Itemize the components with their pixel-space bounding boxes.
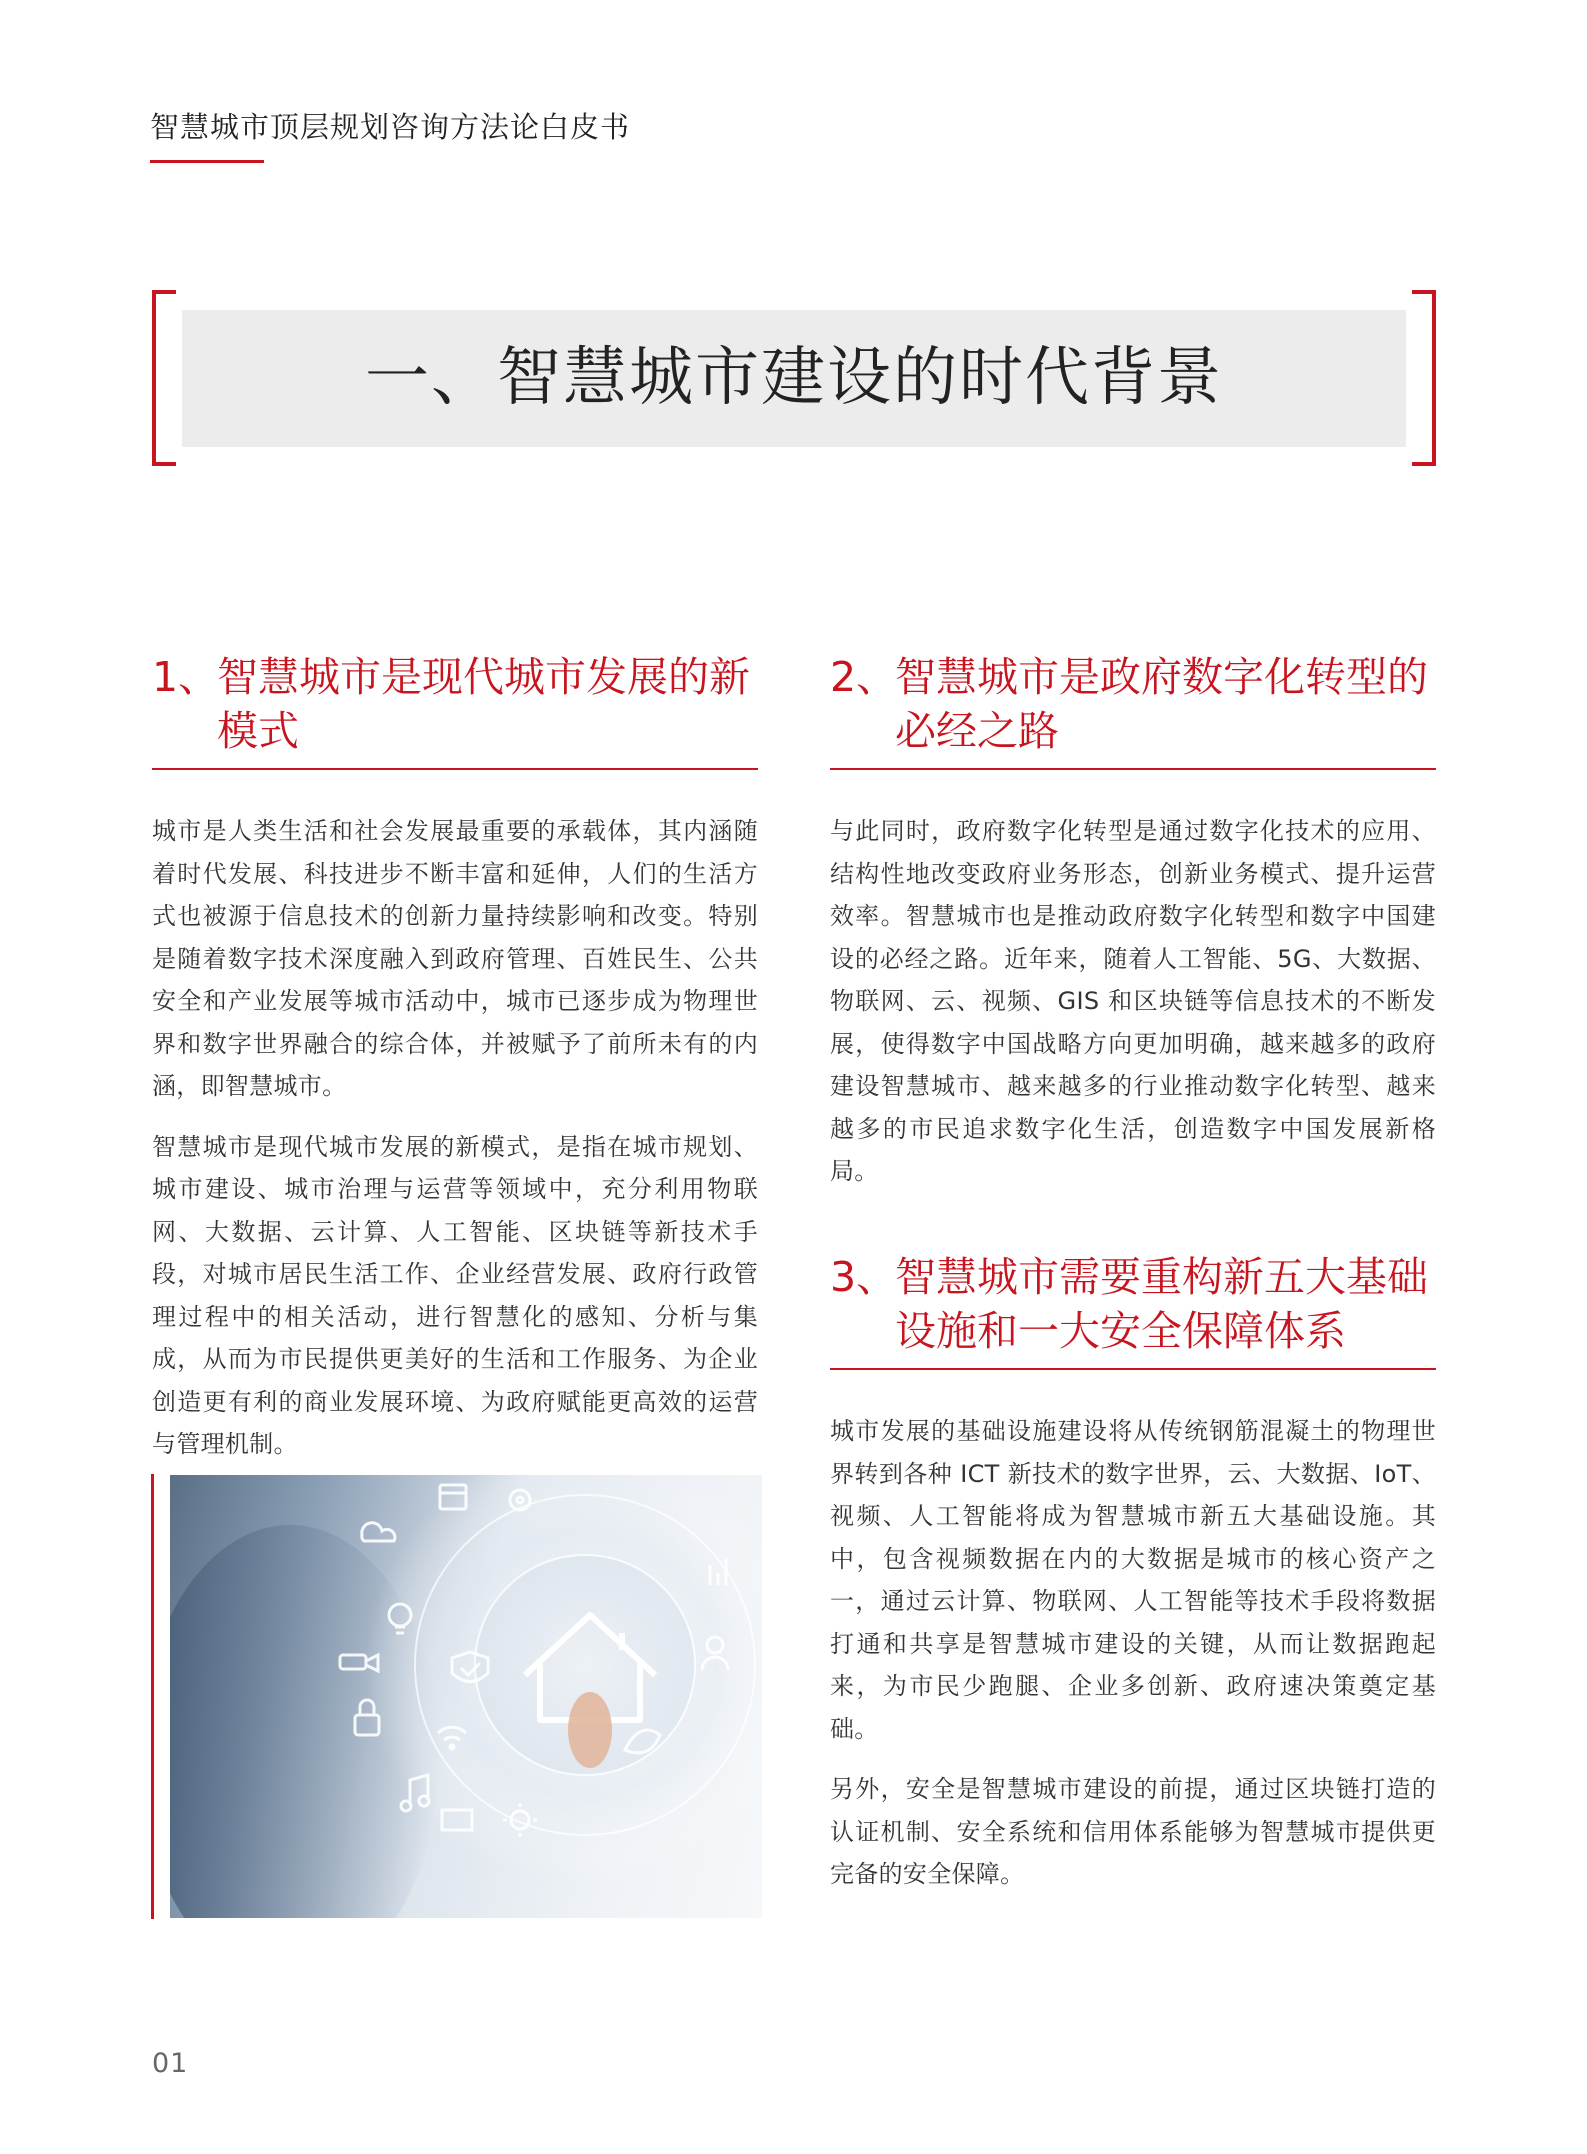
section-3-heading-text: 智慧城市需要重构新五大基础设施和一大安全保障体系 (895, 1253, 1428, 1355)
section-1-heading (152, 650, 758, 758)
cloud-icon (362, 1523, 395, 1541)
section-3-heading (830, 1250, 1436, 1358)
smart-city-image (170, 1475, 762, 1918)
section-2-heading (830, 650, 1436, 758)
page-number: 01 (152, 2048, 189, 2079)
left-bracket (152, 290, 176, 466)
image-accent-bar (151, 1474, 154, 1919)
section-2-heading-text: 智慧城市是政府数字化转型的必经之路 (895, 653, 1428, 755)
section-1-number: 1、 (152, 653, 220, 701)
section-3-rule (830, 1368, 1436, 1370)
section-3-number: 3、 (830, 1253, 898, 1301)
section-2-paragraph-1: 与此同时，政府数字化转型是通过数字化技术的应用、结构性地改变政府业务形态，创新业务模式、提升运营效率。智慧城市也是推动政府数字化转型和数字中国建设的必经之路。近年来，随着人工智能、5G、大数据、物联网、云、视频、GIS 和区块链等信息技术的不断发展，使得数字中国战略方向更加明确，越来越多的政府建设智慧城市、越来越多的行业推动数字化转型、越来越多的市民追求数字化生活，创造数字中国发展新格局。 (830, 817, 1436, 1185)
section-2-number: 2、 (830, 653, 898, 701)
section-1-rule (152, 768, 758, 770)
document-title: 智慧城市顶层规划咨询方法论白皮书 (150, 110, 631, 144)
chapter-title: 一、智慧城市建设的时代背景 (365, 341, 1223, 415)
pointing-finger (568, 1692, 612, 1768)
section-1-paragraph-1: 城市是人类生活和社会发展最重要的承载体，其内涵随着时代发展、科技进步不断丰富和延伸，人们的生活方式也被源于信息技术的创新力量持续影响和改变。特别是随着数字技术深度融入到政府管理、百姓民生、公共安全和产业发展等城市活动中，城市已逐步成为物理世界和数字世界融合的综合体，并被赋予了前所未有的内涵，即智慧城市。 (152, 817, 758, 1100)
section-2-rule (830, 768, 1436, 770)
right-bracket (1412, 290, 1436, 466)
section-1-paragraph-2: 智慧城市是现代城市发展的新模式，是指在城市规划、城市建设、城市治理与运营等领域中，充分利用物联网、大数据、云计算、人工智能、区块链等新技术手段，对城市居民生活工作、企业经营发展、政府行政管理过程中的相关活动，进行智慧化的感知、分析与集成，从而为市民提供更美好的生活和工作服务、为企业创造更有利的商业发展环境、为政府赋能更高效的运营与管理机制。 (152, 1132, 758, 1458)
section-3-paragraph-2: 另外，安全是智慧城市建设的前提，通过区块链打造的认证机制、安全系统和信用体系能够为智慧城市提供更完备的安全保障。 (830, 1775, 1436, 1888)
section-1-heading-text: 智慧城市是现代城市发展的新模式 (217, 653, 750, 755)
title-underline (150, 160, 264, 163)
section-2 (830, 650, 1436, 1211)
smart-home-interface-illustration (170, 1475, 762, 1918)
section-3-paragraph-1: 城市发展的基础设施建设将从传统钢筋混凝土的物理世界转到各种 ICT 新技术的数字世界，云、大数据、IoT、视频、人工智能将成为智慧城市新五大基础设施。其中，包含视频数据在内的大数据是城市的核心资产之一，通过云计算、物联网、人工智能等技术手段将数据打通和共享是智慧城市建设的关键，从而让数据跑起来，为市民少跑腿、企业多创新、政府速决策奠定基础。 (830, 1417, 1436, 1743)
section-3 (830, 1250, 1436, 1914)
section-1 (152, 650, 758, 1484)
